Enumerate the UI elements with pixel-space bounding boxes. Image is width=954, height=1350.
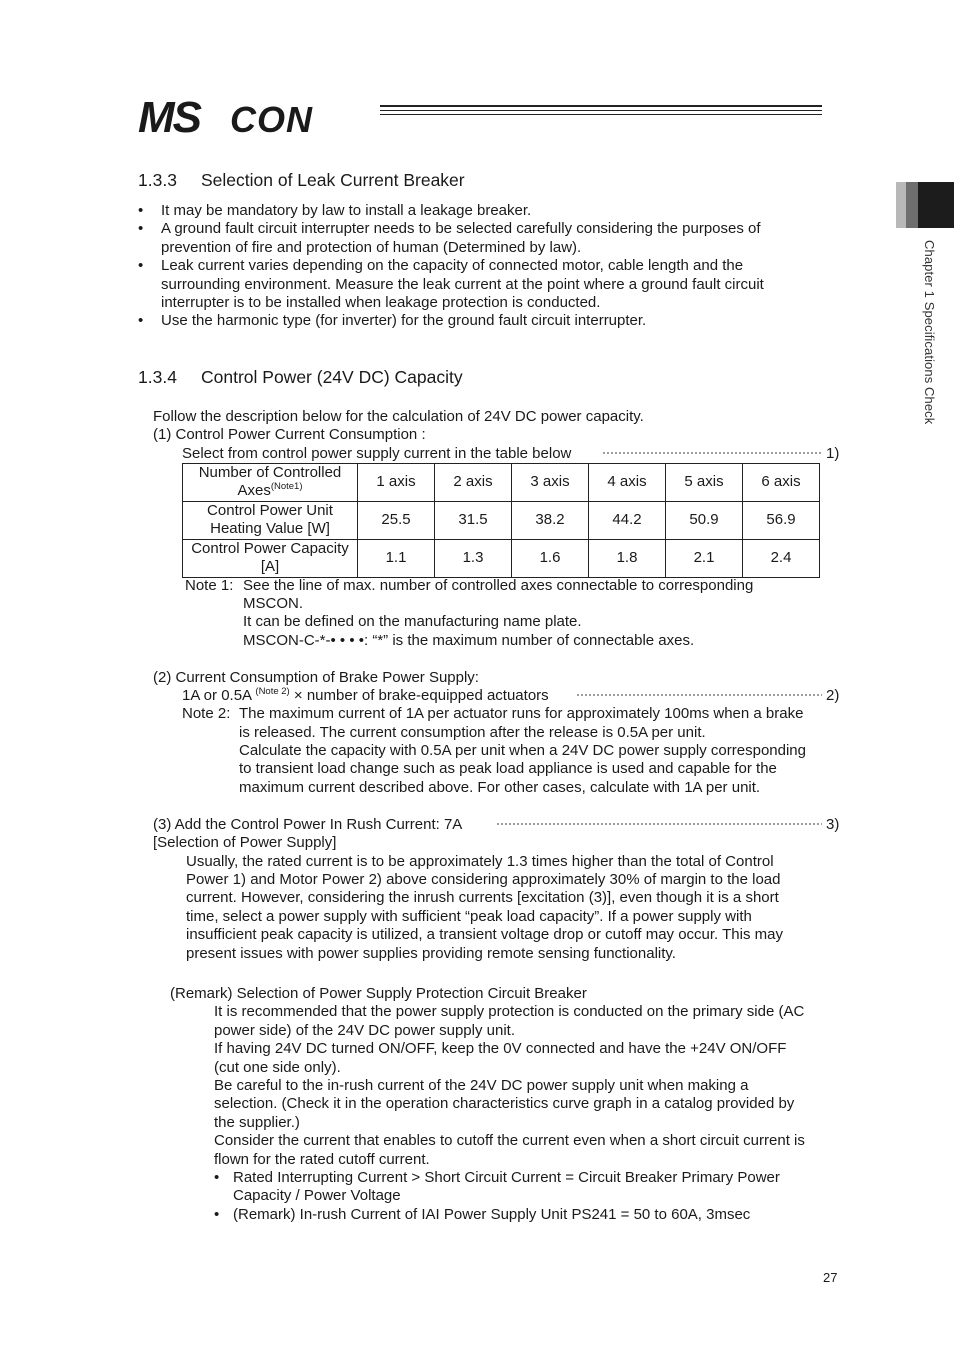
table-cell: 31.5 [435,501,512,539]
list-item: • Rated Interrupting Current > Short Circuit Current = Circuit Breaker Primary Power Capacity / Power Voltage [214,1169,780,1205]
remark-bullets [214,1169,824,1224]
remark-line: power side) of the 24V DC power supply unit. [214,1022,515,1039]
page-number: 27 [823,1270,838,1285]
note-line: maximum current described above. For other cases, calculate with 1A per unit. [239,779,761,796]
item-1-label: (1) Control Power Current Consumption : [153,426,426,443]
table-row-label: Control Power Unit Heating Value [W] [183,501,358,539]
selection-heading: [Selection of Power Supply] [153,834,337,851]
table-cell: 1.8 [589,539,666,577]
selection-line: Power 1) and Motor Power 2) above considering approximately 30% of margin to the load [186,871,781,888]
table-cell: 2.4 [743,539,820,577]
chapter-side-label: Chapter 1 Specifications Check [922,240,937,425]
intro-text: Follow the description below for the calculation of 24V DC power capacity. [153,408,644,425]
note-line: MSCON. [243,595,303,612]
note-line: to transient load change such as peak load appliance is used and capable for the [239,760,777,777]
table-row [183,501,820,539]
item-2-label: (2) Current Consumption of Brake Power Supply: [153,669,479,686]
table-cell: 44.2 [589,501,666,539]
table-column-header: 6 axis [743,464,820,502]
header-rule-middle [380,110,822,111]
mscon-logo [138,98,370,138]
table-cell: 1.3 [435,539,512,577]
leader-dots [496,823,822,825]
note-1-label: Note 1: [185,577,234,594]
chapter-tab-mid [906,182,918,228]
selection-line: Usually, the rated current is to be approximately 1.3 times higher than the total of Control [186,853,774,870]
section-number: 1.3.4 [138,367,177,387]
note-line: MSCON-C-*-• • • •: “*” is the maximum number of connectable axes. [243,632,695,649]
selection-line: insufficient peak capacity is utilized, a transient voltage drop or cutoff may occur. This may [186,926,783,943]
note-line: is released. The current consumption after the release is 0.5A per unit. [239,724,706,741]
leak-breaker-bullets [138,202,818,331]
table-cell: 50.9 [666,501,743,539]
table-cell: 2.1 [666,539,743,577]
section-133-heading [138,171,465,189]
remark-heading: (Remark) Selection of Power Supply Protection Circuit Breaker [170,985,587,1002]
list-item: • Leak current varies depending on the capacity of connected motor, cable length and the surrounding environment. Measure the leak current at the point where a ground fault circuit interrupter is to be installed when leakage protection is conducted. [138,257,764,312]
logo-con-letters: CON [230,99,313,138]
table-column-header: 4 axis [589,464,666,502]
note-line: It can be defined on the manufacturing name plate. [243,613,582,630]
chapter-tab-dark [918,182,954,228]
leader-dots [602,452,822,454]
list-item: • A ground fault circuit interrupter needs to be selected carefully considering the purposes of prevention of fire and protection of human (Determined by law). [138,220,761,256]
item-1-ref: 1) [826,445,840,462]
section-title: Control Power (24V DC) Capacity [201,367,463,387]
note-ref: (Note1) [270,481,303,493]
note-2-label: Note 2: [182,705,231,722]
item-2-formula: 1A or 0.5A $^{(Note 2)}$ × number of brake-equipped actuators [182,686,549,704]
note-line: Calculate the capacity with 0.5A per unit when a 24V DC power supply corresponding [239,742,806,759]
item-3-label: (3) Add the Control Power In Rush Current: 7A [153,816,463,833]
table-column-header: 5 axis [666,464,743,502]
list-item: • Use the harmonic type (for inverter) for the ground fault circuit interrupter. [138,312,647,330]
table-cell: 1.1 [358,539,435,577]
item-1-instruction: Select from control power supply current in the table below [182,445,572,462]
note-line: See the line of max. number of controlled axes connectable to corresponding [243,577,754,594]
note-ref: (Note 2) [255,686,290,697]
table-cell: 38.2 [512,501,589,539]
control-power-table [182,463,820,578]
selection-line: time, select a power supply with sufficient “peak load capacity”. If a power supply with [186,908,752,925]
remark-line: If having 24V DC turned ON/OFF, keep the 0V connected and have the +24V ON/OFF [214,1040,787,1057]
leader-dots [576,694,822,696]
table-row-label: Control Power Capacity [A] [183,539,358,577]
table-cell: 25.5 [358,501,435,539]
table-column-header: 3 axis [512,464,589,502]
remark-line: (cut one side only). [214,1059,341,1076]
remark-line: flown for the rated cutoff current. [214,1151,430,1168]
table-cell: 56.9 [743,501,820,539]
chapter-tab-light [896,182,906,228]
header-rule-top [380,105,822,107]
section-134-heading [138,368,463,386]
selection-line: current. However, considering the inrush currents [excitation (3)], even though it is a short [186,889,779,906]
table-cell: 1.6 [512,539,589,577]
list-item: • It may be mandatory by law to install a leakage breaker. [138,202,532,219]
section-number: 1.3.3 [138,170,177,190]
remark-line: the supplier.) [214,1114,300,1131]
remark-line: Consider the current that enables to cutoff the current even when a short circuit current is [214,1132,805,1149]
table-row [183,539,820,577]
note-line: The maximum current of 1A per actuator runs for approximately 100ms when a brake [239,705,804,722]
table-column-header: 2 axis [435,464,512,502]
table-header-label-cell: Number of Controlled Axes$^{(Note1)}$ [183,464,358,502]
remark-line: Be careful to the in-rush current of the 24V DC power supply unit when making a [214,1077,749,1094]
selection-line: present issues with power supplies providing remote sensing functionality. [186,945,676,962]
logo-ms-letters: MS [138,98,200,138]
header-rule-bottom [380,114,822,115]
remark-line: It is recommended that the power supply protection is conducted on the primary side (AC [214,1003,805,1020]
section-title: Selection of Leak Current Breaker [201,170,465,190]
remark-line: selection. (Check it in the operation characteristics curve graph in a catalog provided by [214,1095,795,1112]
item-3-ref: 3) [826,816,840,833]
table-column-header: 1 axis [358,464,435,502]
item-2-ref: 2) [826,687,840,704]
table-header-row [183,464,820,502]
list-item: • (Remark) In-rush Current of IAI Power Supply Unit PS241 = 50 to 60A, 3msec [214,1205,751,1223]
